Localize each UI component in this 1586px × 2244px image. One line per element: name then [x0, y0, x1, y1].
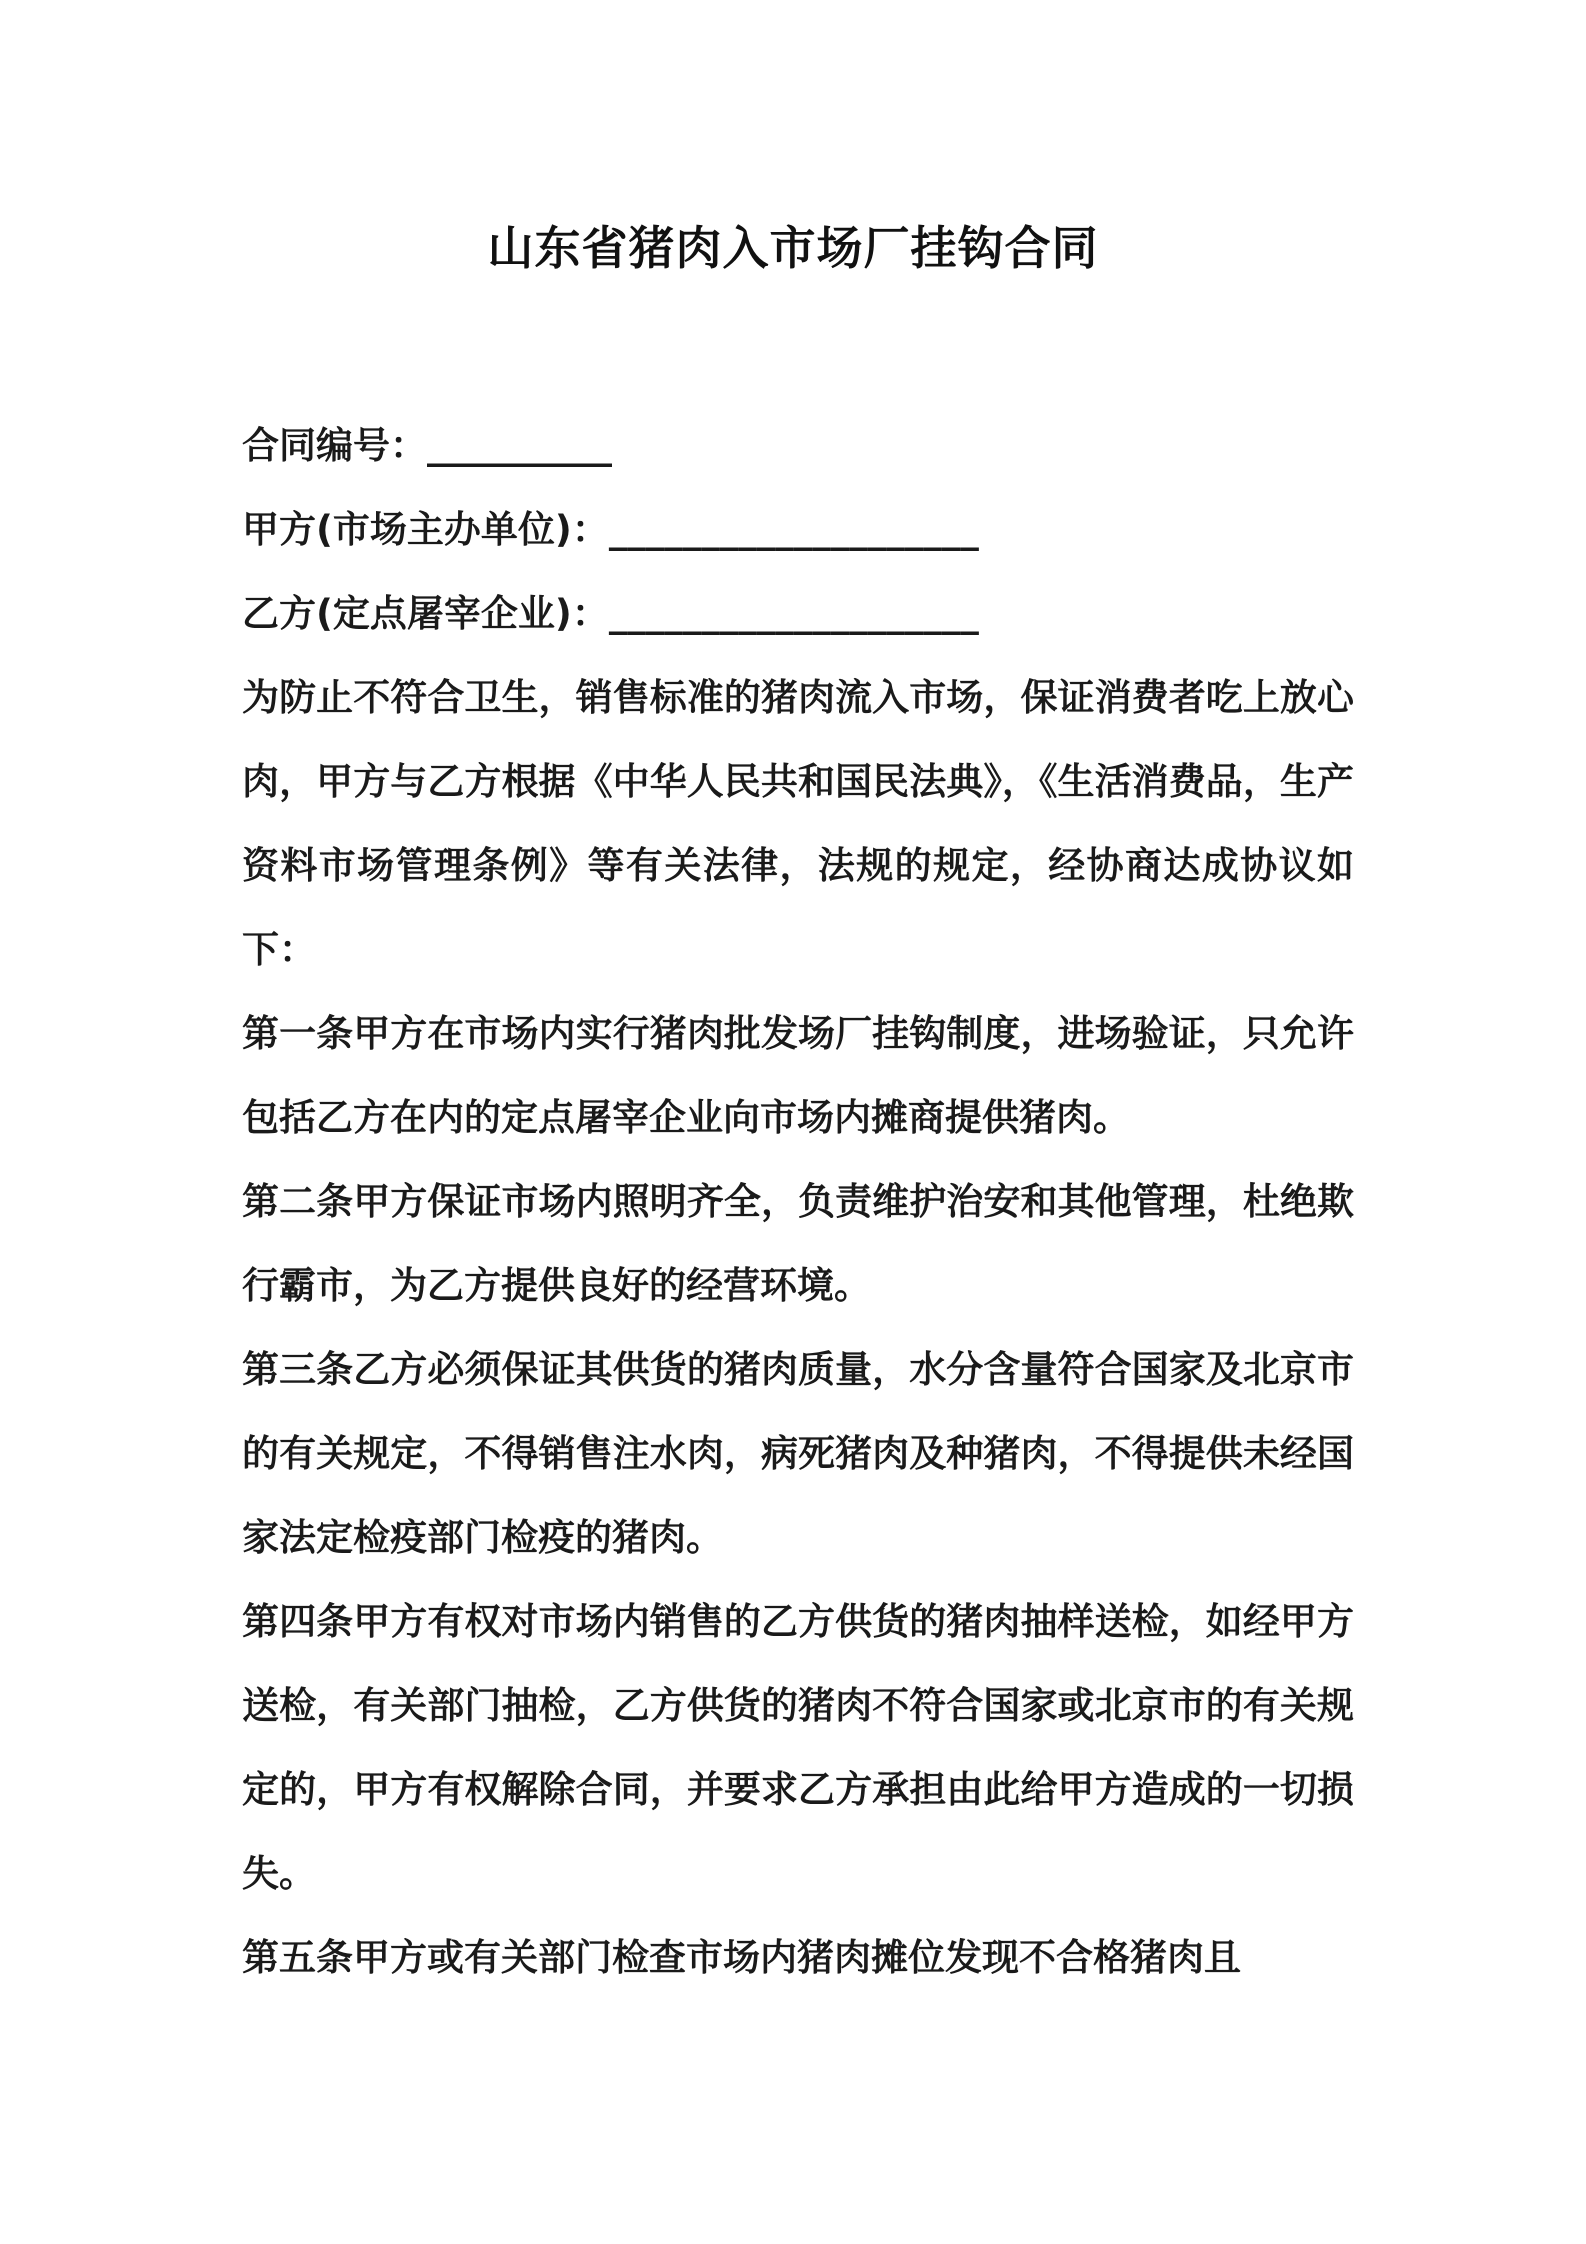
party-b-field: 乙方(定点屠宰企业)：____________________ — [242, 592, 979, 635]
document-title: 山东省猪肉入市场厂挂钩合同 — [487, 221, 1099, 275]
party-a-field: 甲方(市场主办单位)：____________________ — [242, 508, 979, 551]
article-1-paragraph: 第一条甲方在市场内实行猪肉批发场厂挂钩制度，进场验证，只允许包括乙方在内的定点屠宰企业向市场内摊商提供猪肉。 — [242, 1012, 1354, 1139]
article-5-paragraph: 第五条甲方或有关部门检查市场内猪肉摊位发现不合格猪肉且 — [242, 1936, 1241, 1979]
article-4-paragraph: 第四条甲方有权对市场内销售的乙方供货的猪肉抽样送检，如经甲方送检，有关部门抽检，乙方供货的猪肉不符合国家或北京市的有关规定的，甲方有权解除合同，并要求乙方承担由此给甲方造成的一切损失。 — [242, 1600, 1354, 1895]
article-2-paragraph: 第二条甲方保证市场内照明齐全，负责维护治安和其他管理，杜绝欺行霸市，为乙方提供良好的经营环境。 — [242, 1180, 1354, 1307]
contract-number-field: 合同编号：__________ — [242, 424, 612, 467]
document-body — [242, 404, 1354, 2000]
preamble-paragraph: 为防止不符合卫生，销售标准的猪肉流入市场，保证消费者吃上放心肉，甲方与乙方根据《中华人民共和国民法典》，《生活消费品，生产资料市场管理条例》等有关法律，法规的规定，经协商达成协议如下： — [242, 676, 1354, 971]
article-3-paragraph: 第三条乙方必须保证其供货的猪肉质量，水分含量符合国家及北京市的有关规定，不得销售注水肉，病死猪肉及种猪肉，不得提供未经国家法定检疫部门检疫的猪肉。 — [242, 1348, 1354, 1559]
